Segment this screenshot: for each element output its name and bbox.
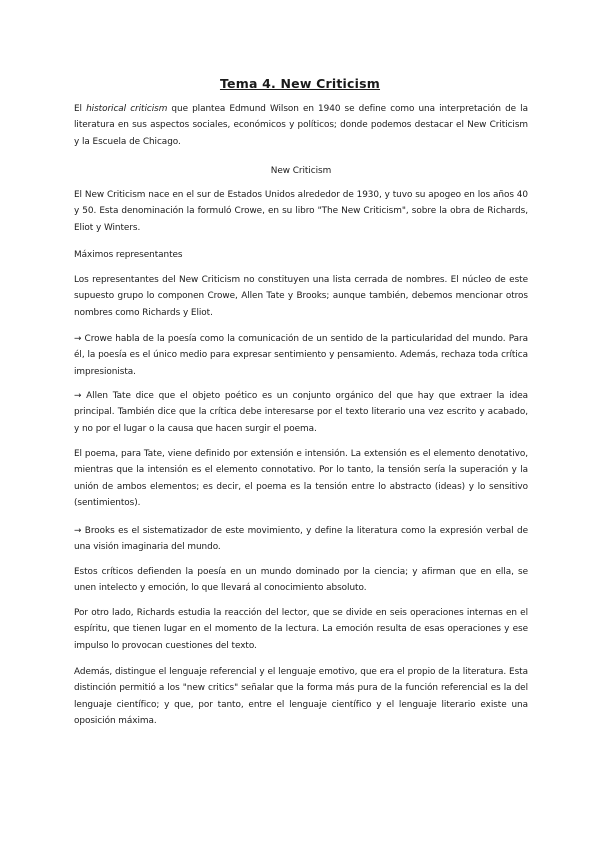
origin-paragraph: El New Criticism nace en el sur de Estados Unidos alrededor de 1930, y tuvo su apogeo en los años 40 y 50. Esta denominación la formuló Crowe, en su libro "The New Criticism", sobre la obra de Richards, Eliot y Winters. <box>74 190 528 233</box>
section-subtitle: New Criticism <box>270 166 332 176</box>
richards-paragraph: Por otro lado, Richards estudia la reacción del lector, que se divide en seis operaciones internas en el espíritu, que tienen lugar en el momento de la lectura. La emoción resulta de esas operaciones y ese impulso lo provocan cuestiones del texto. <box>74 608 528 651</box>
representatives-heading: Máximos representantes <box>74 250 183 260</box>
language-paragraph: Además, distingue el lenguaje referencial y el lenguaje emotivo, que era el propio de la literatura. Esta distinción permitió a los "new critics" señalar que la forma más pura de la función referencial es la del lenguaje científico; y que, por tanto, entre el lenguaje científico y el lenguaje literario existe una oposición máxima. <box>74 667 528 726</box>
representatives-paragraph: Los representantes del New Criticism no constituyen una lista cerrada de nombres. El núcleo de este supuesto grupo lo componen Crowe, Allen Tate y Brooks; aunque también, debemos mencionar otros nombres como Richards y Eliot. <box>74 275 528 318</box>
intro-paragraph <box>74 101 528 150</box>
intro-text-after: que plantea Edmund Wilson en 1940 se define como una interpretación de la literatura en sus aspectos sociales, económicos y políticos; donde podemos destacar el New Criticism y la Escuela de Chicago. <box>74 104 528 147</box>
poem-paragraph: El poema, para Tate, viene definido por extensión e intensión. La extensión es el elemento denotativo, mientras que la intensión es el elemento connotativo. Por lo tanto, la tensión sería la superación y la unión de ambos elementos; es decir, el poema es la tensión entre lo abstracto (ideas) y lo sensitivo (sentimientos). <box>74 449 528 508</box>
document-title: Tema 4. New Criticism <box>219 76 381 91</box>
crowe-paragraph: → Crowe habla de la poesía como la comunicación de un sentido de la particularidad del mundo. Para él, la poesía es el único medio para expresar sentimiento y pensamiento. Además, rechaza toda crítica impresionista. <box>74 334 528 377</box>
critics-paragraph: Estos críticos defienden la poesía en un mundo dominado por la ciencia; y afirman que en ella, se unen intelecto y emoción, lo que llevará al conocimiento absoluto. <box>74 567 528 594</box>
tate-paragraph: → Allen Tate dice que el objeto poético es un conjunto orgánico del que hay que extraer la idea principal. También dice que la crítica debe interesarse por el texto literario una vez escrito y acabado, y no por el lugar o la causa que hacen surgir el poema. <box>74 391 528 434</box>
brooks-paragraph: → Brooks es el sistematizador de este movimiento, y define la literatura como la expresión verbal de una visión imaginaria del mundo. <box>74 526 528 553</box>
intro-text-before: El <box>74 104 87 114</box>
intro-term: historical criticism <box>86 104 168 114</box>
